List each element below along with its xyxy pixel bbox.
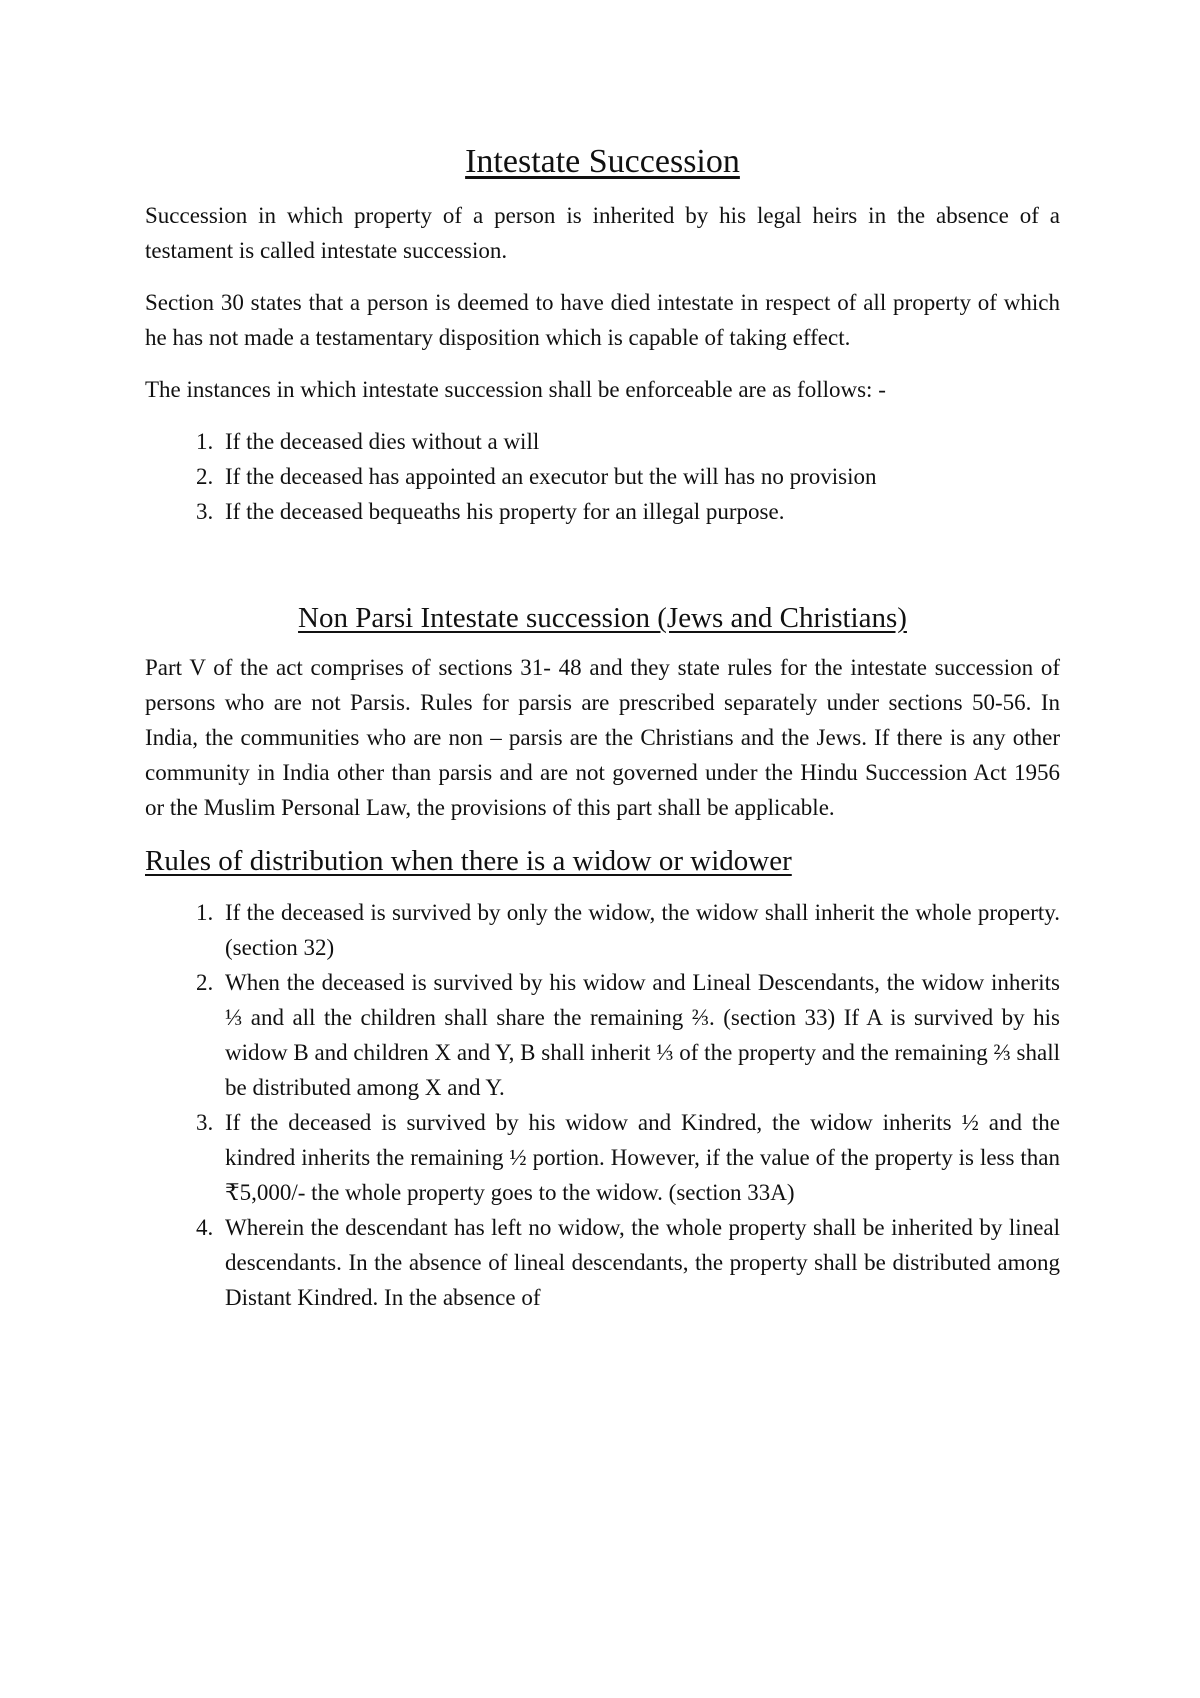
list-item: 1. If the deceased is survived by only the widow, the widow shall inherit the whole property. (section 32) [219,895,1060,965]
rules-list [145,895,1060,1315]
list-item: 1. If the deceased dies without a will [219,424,1060,459]
list-item: 4. Wherein the descendant has left no widow, the whole property shall be inherited by lineal descendants. In the absence of lineal descendants, the property shall be distributed among Distant Kindred. In the absence of [219,1210,1060,1315]
section-heading-non-parsi: Non Parsi Intestate succession (Jews and Christians) [298,602,907,635]
list-item: 3. If the deceased bequeaths his property for an illegal purpose. [219,494,1060,529]
intro-paragraph-3: The instances in which intestate succession shall be enforceable are as follows: - [145,377,886,403]
spacer [145,543,1060,599]
intro-paragraph-1: Succession in which property of a person is inherited by his legal heirs in the absence of a testament is called intestate succession. [145,203,1060,264]
list-item: 3. If the deceased is survived by his widow and Kindred, the widow inherits ½ and the kindred inherits the remaining ½ portion. However, if the value of the property is less than ₹5,000/- the whole property goes to the widow. (section 33A) [219,1105,1060,1210]
section-paragraph-non-parsi: Part V of the act comprises of sections 31- 48 and they state rules for the intestate succession of persons who are not Parsis. Rules for parsis are prescribed separately under sections 50-56. In India, the communities who are non – parsis are the Christians and the Jews. If there is any other community in India other than parsis and are not governed under the Hindu Succession Act 1956 or the Muslim Personal Law, the provisions of this part shall be applicable. [145,655,1060,821]
list-item: 2. If the deceased has appointed an executor but the will has no provision [219,459,1060,494]
document-body [145,140,1060,1329]
page-title: Intestate Succession [465,143,740,180]
list-item: 2. When the deceased is survived by his widow and Lineal Descendants, the widow inherits ⅓ and all the children shall share the remaining ⅔. (section 33) If A is survived by his widow B and children X and Y, B shall inherit ⅓ of the property and the remaining ⅔ shall be distributed among X and Y. [219,965,1060,1105]
section-heading-widow-rules: Rules of distribution when there is a widow or widower [145,845,792,878]
instances-list [145,424,1060,529]
intro-paragraph-2: Section 30 states that a person is deemed to have died intestate in respect of all property of which he has not made a testamentary disposition which is capable of taking effect. [145,290,1060,351]
